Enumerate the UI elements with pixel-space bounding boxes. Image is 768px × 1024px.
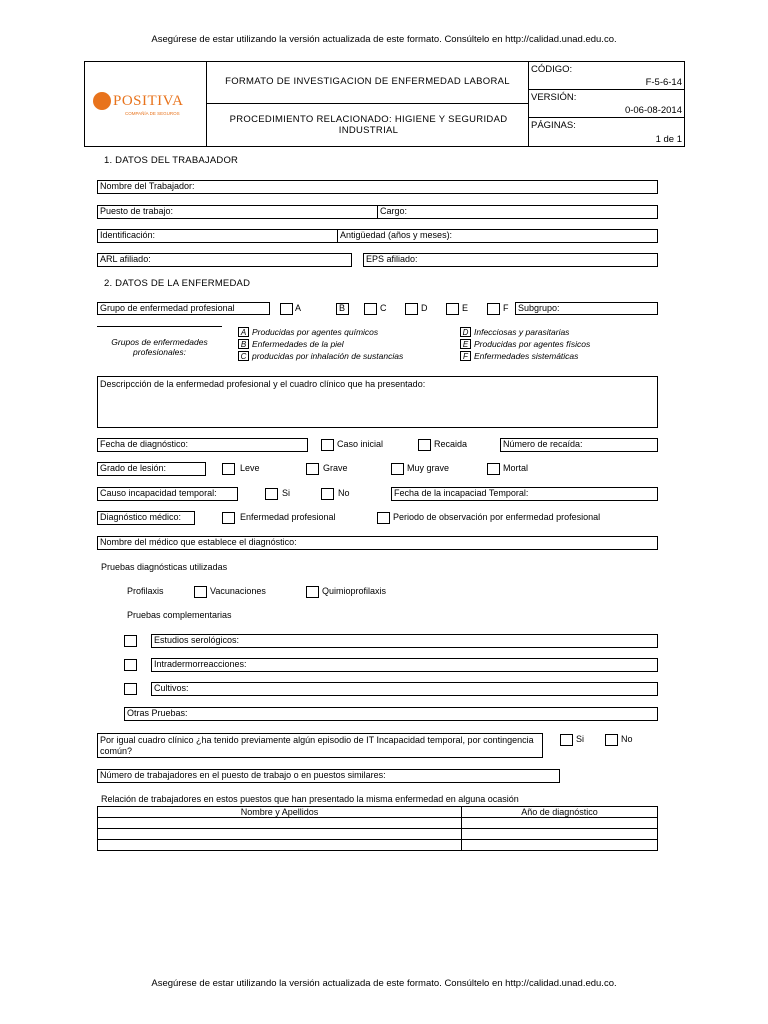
procedure-cell — [206, 103, 529, 147]
seniority-field[interactable]: Antigüedad (años y meses): — [337, 229, 658, 243]
pages-label: PÁGINAS: — [531, 120, 576, 131]
group-f-label: F — [503, 303, 509, 313]
groups-legend-title: Grupos de enfermedades profesionales: — [111, 337, 208, 357]
occupational-disease-checkbox[interactable] — [222, 512, 235, 524]
occupational-disease-label: Enfermedad profesional — [240, 512, 336, 522]
intradermal-checkbox[interactable] — [124, 659, 137, 671]
identification-field[interactable]: Identificación: — [97, 229, 338, 243]
pages-cell — [528, 117, 685, 147]
legend-text-b: Enfermedades de la piel — [252, 339, 344, 349]
grade-very-severe-checkbox[interactable] — [391, 463, 404, 475]
diagnostic-tests-title: Pruebas diagnósticas utilizadas — [101, 562, 228, 572]
group-b-label: B — [339, 303, 346, 313]
top-notice: Asegúrese de estar utilizando la versión actualizada de este formato. Consúltelo en http://calidad.unad.edu.co. — [151, 34, 617, 45]
incapacity-date-field[interactable]: Fecha de la incapaciad Temporal: — [391, 487, 658, 501]
arl-field[interactable]: ARL afiliado: — [97, 253, 352, 267]
name-cell[interactable] — [98, 840, 462, 851]
incapacity-no-label: No — [338, 488, 350, 498]
grade-mortal-checkbox[interactable] — [487, 463, 500, 475]
version-cell — [528, 89, 685, 118]
intradermal-field[interactable]: Intradermorreacciones: — [151, 658, 658, 672]
vaccination-label: Vacunaciones — [210, 586, 266, 596]
version-value: 0-06-08-2014 — [624, 105, 682, 116]
col-name-header: Nombre y Apellidos — [98, 807, 462, 818]
vaccination-checkbox[interactable] — [194, 586, 207, 598]
form-title: FORMATO DE INVESTIGACION DE ENFERMEDAD LABORAL — [225, 76, 510, 87]
logo-text: POSITIVA — [113, 93, 184, 109]
relation-title: Relación de trabajadores en estos puestos que han presentado la misma enfermedad en alguna ocasión — [101, 794, 519, 804]
legend-key-a: A — [238, 327, 249, 337]
legend-divider — [97, 326, 222, 327]
group-c-label: C — [380, 303, 387, 313]
legend-text-e: Producidas por agentes físicos — [474, 339, 591, 349]
prophylaxis-label: Profilaxis — [127, 586, 164, 596]
section1-title: 1. DATOS DEL TRABAJADOR — [104, 155, 239, 166]
incapacity-yes-label: Si — [282, 488, 291, 498]
col-year-header: Año de diagnóstico — [462, 807, 658, 818]
other-tests-field[interactable]: Otras Pruebas: — [124, 707, 658, 721]
bottom-notice: Asegúrese de estar utilizando la versión actualizada de este formato. Consúltelo en http://calidad.unad.edu.co. — [151, 978, 617, 989]
worker-count-field[interactable]: Número de trabajadores en el puesto de trabajo o en puestos similares: — [97, 769, 560, 783]
legend-item-c — [238, 351, 403, 362]
serology-checkbox[interactable] — [124, 635, 137, 647]
temp-incapacity-label: Causo incapacidad temporal: — [97, 487, 238, 501]
table-header-row — [98, 807, 658, 818]
group-e-checkbox[interactable] — [446, 303, 459, 315]
logo-mark-icon — [93, 92, 111, 110]
code-cell — [528, 61, 685, 90]
disease-description-field[interactable]: Descripcción de la enfermedad profesional y el cuadro clínico que ha presentado: — [97, 376, 658, 428]
name-cell[interactable] — [98, 829, 462, 840]
logo-subtext: COMPAÑÍA DE SEGUROS — [125, 111, 180, 116]
group-a-checkbox[interactable] — [280, 303, 293, 315]
table-row — [98, 840, 658, 851]
grade-severe-checkbox[interactable] — [306, 463, 319, 475]
eps-field[interactable]: EPS afiliado: — [363, 253, 658, 267]
relapse-checkbox[interactable] — [418, 439, 431, 451]
section2-title: 2. DATOS DE LA ENFERMEDAD — [104, 278, 251, 289]
version-label: VERSIÓN: — [531, 92, 577, 103]
cultures-checkbox[interactable] — [124, 683, 137, 695]
doctor-name-field[interactable]: Nombre del médico que establece el diagnóstico: — [97, 536, 658, 550]
chemoprophylaxis-checkbox[interactable] — [306, 586, 319, 598]
table-row — [98, 829, 658, 840]
grade-mild-checkbox[interactable] — [222, 463, 235, 475]
previous-episode-yes-checkbox[interactable] — [560, 734, 573, 746]
previous-episode-question: Por igual cuadro clínico ¿ha tenido previamente algún episodio de IT Incapacidad temporal, por contingencia común? — [97, 733, 543, 758]
legend-key-d: D — [460, 327, 471, 337]
diagnosis-date-field[interactable]: Fecha de diagnóstico: — [97, 438, 308, 452]
chemoprophylaxis-label: Quimioprofilaxis — [322, 586, 387, 596]
legend-key-c: C — [238, 351, 249, 361]
legend-key-f: F — [460, 351, 471, 361]
group-e-label: E — [462, 303, 469, 313]
medical-diagnosis-label: Diagnóstico médico: — [97, 511, 195, 525]
legend-item-a — [238, 327, 378, 338]
legend-key-b: B — [238, 339, 249, 349]
code-label: CÓDIGO: — [531, 64, 573, 75]
group-d-checkbox[interactable] — [405, 303, 418, 315]
cultures-field[interactable]: Cultivos: — [151, 682, 658, 696]
year-cell[interactable] — [462, 840, 658, 851]
group-f-checkbox[interactable] — [487, 303, 500, 315]
legend-text-c: producidas por inhalación de sustancias — [252, 351, 404, 361]
job-position-field[interactable]: Puesto de trabajo: — [97, 205, 378, 219]
previous-episode-no-checkbox[interactable] — [605, 734, 618, 746]
legend-text-a: Producidas por agentes químicos — [252, 327, 379, 337]
previous-episode-yes-label: Si — [576, 734, 585, 744]
relation-table — [97, 806, 658, 851]
injury-grade-label: Grado de lesión: — [97, 462, 206, 476]
year-cell[interactable] — [462, 829, 658, 840]
relapse-number-field[interactable]: Número de recaída: — [500, 438, 658, 452]
incapacity-yes-checkbox[interactable] — [265, 488, 278, 500]
legend-item-e — [460, 339, 590, 350]
group-a-label: A — [295, 303, 302, 313]
legend-text-f: Enfermedades sistemáticas — [474, 351, 579, 361]
legend-item-d — [460, 327, 569, 338]
name-cell[interactable] — [98, 818, 462, 829]
logo-cell — [84, 61, 207, 147]
code-value: F-5-6-14 — [645, 77, 682, 88]
initial-case-label: Caso inicial — [337, 439, 384, 449]
grade-very-severe-label: Muy grave — [407, 463, 450, 473]
grade-mild-label: Leve — [240, 463, 260, 473]
form-title-cell — [206, 61, 529, 104]
previous-episode-no-label: No — [621, 734, 633, 744]
table-row — [98, 818, 658, 829]
group-d-label: D — [421, 303, 428, 313]
subgroup-field[interactable]: Subgrupo: — [515, 302, 658, 315]
initial-case-checkbox[interactable] — [321, 439, 334, 451]
disease-group-label: Grupo de enfermedad profesional — [97, 302, 270, 315]
grade-severe-label: Grave — [323, 463, 348, 473]
year-cell[interactable] — [462, 818, 658, 829]
legend-item-b — [238, 339, 344, 350]
incapacity-no-checkbox[interactable] — [321, 488, 334, 500]
complementary-tests-title: Pruebas complementarias — [127, 610, 232, 620]
worker-name-field[interactable]: Nombre del Trabajador: — [97, 180, 658, 194]
grade-mortal-label: Mortal — [503, 463, 529, 473]
legend-text-d: Infecciosas y parasitarias — [474, 327, 570, 337]
legend-item-f — [460, 351, 578, 362]
observation-period-label: Periodo de observación por enfermedad profesional — [393, 512, 601, 522]
observation-period-checkbox[interactable] — [377, 512, 390, 524]
relapse-label: Recaida — [434, 439, 468, 449]
legend-key-e: E — [460, 339, 471, 349]
pages-value: 1 de 1 — [655, 134, 682, 145]
group-c-checkbox[interactable] — [364, 303, 377, 315]
serology-field[interactable]: Estudios serológicos: — [151, 634, 658, 648]
cargo-field[interactable]: Cargo: — [377, 205, 658, 219]
procedure-text: PROCEDIMIENTO RELACIONADO: HIGIENE Y SEGURIDAD INDUSTRIAL — [229, 114, 508, 136]
